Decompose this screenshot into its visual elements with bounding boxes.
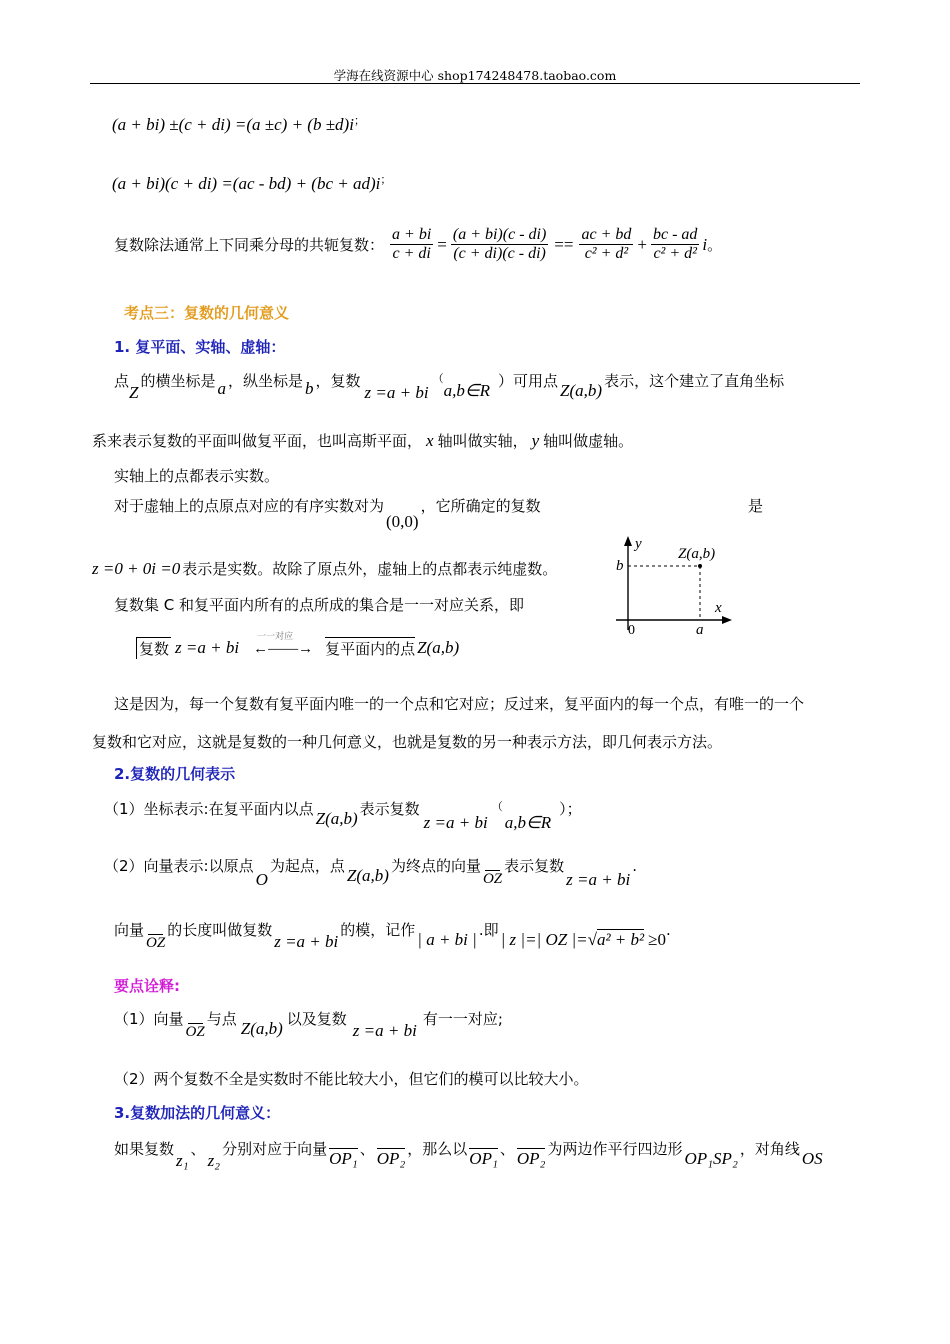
div-tail: i — [702, 234, 708, 254]
graph-a-label: a — [696, 622, 704, 638]
point-z — [698, 564, 702, 568]
formula-addsub-text: (a + bi) ±(c + di) =(a ±c) + (b ±d)i — [112, 115, 354, 134]
div-frac-2: $\frac{(a + bi)(c - di)}{(c + di)(c - di)}$ — [452, 226, 547, 262]
graph-b-label: b — [616, 558, 624, 574]
graph-origin-label: 0 — [628, 623, 635, 638]
graph-point-label: Z(a,b) — [678, 546, 716, 562]
corr-z: z =a + bi — [175, 638, 240, 657]
x-axis-arrow-icon — [722, 616, 732, 624]
notes-title: 要点诠释: — [114, 977, 180, 995]
correspondence — [136, 631, 460, 659]
para-4-line: 对于虚轴上的点原点对应的有序实数对为(0,0)，它所确定的复数 — [114, 497, 541, 531]
section-title-kd3: 考点三：复数的几何意义 — [124, 304, 290, 322]
corr-box-complex: 复数 — [136, 637, 171, 659]
para-4-end: 是 — [748, 497, 764, 515]
modulus-line: 向量 OZ的长度叫做复数z =a + bi的模，记作 | a + bi | .即 | z |=| OZ |=√a² + b² ≥0. — [114, 921, 671, 951]
corr-arrow: 一一对应 ←——→ — [253, 631, 314, 657]
formula-addsub-end: ； — [353, 114, 365, 127]
complex-plane-graph — [600, 530, 750, 650]
para-2-line: 系来表示复数的平面叫做复平面，也叫高斯平面， x 轴叫做实轴， y 轴叫做虚轴。 — [92, 431, 634, 450]
div-frac-4: $\frac{bc - ad}{\text{c² + d²}}$ — [652, 226, 698, 262]
note-2-line: （2）两个复数不全是实数时不能比较大小，但它们的模可以比较大小。 — [114, 1070, 589, 1088]
para-1-line: 点Z的横坐标是 a ，纵坐标是 b ，复数z =a + bi（a,b∈R ）可用点 Z(a,b) 表示，这个建立了直角坐标 — [114, 372, 785, 402]
div-intro: 复数除法通常上下同乘分母的共轭复数： — [114, 236, 385, 254]
para-3-line: 实轴上的点都表示实数。 — [114, 467, 280, 485]
div-end: 。 — [707, 236, 723, 254]
y-axis-arrow-icon — [624, 536, 632, 546]
graph-y-label: y — [635, 536, 642, 552]
corr-box-point: 复平面内的点 — [325, 637, 415, 659]
graph-x-label: x — [715, 600, 722, 616]
para-5-line: z =0 + 0i =0 表示是实数。故除了原点外，虚轴上的点都表示纯虚数。 — [92, 559, 558, 578]
subheading-3: 3.复数加法的几何意义： — [114, 1104, 281, 1122]
formula-addsub — [112, 112, 365, 135]
note-1-line: （1）向量 OZ与点 Z(a,b) 以及复数z =a + bi有一一对应; — [114, 1010, 503, 1040]
formula-mult — [112, 171, 391, 194]
para-8-line: 复数和它对应，这就是复数的一种几何意义，也就是复数的另一种表示方法，即几何表示方法。 — [92, 733, 723, 751]
formula-mult-text: (a + bi)(c + di) =(ac - bd) + (bc + ad)i — [112, 174, 381, 193]
div-frac-3: $\frac{ac + bd}{\text{c² + d²}}$ — [581, 226, 632, 262]
formula-mult-end: ； — [380, 173, 392, 186]
corr-point: Z(a,b) — [417, 638, 460, 657]
div-frac-1: $\frac{a + bi}{c + di}$ — [392, 226, 432, 262]
para-6-line: 复数集 C 和复平面内所有的点所成的集合是一一对应关系，即 — [114, 596, 525, 614]
coord-repr-line: （1）坐标表示:在复平面内以点 Z(a,b) 表示复数z =a + bi（a,b∈R）； — [104, 800, 582, 832]
vector-repr-line: （2）向量表示:以原点O为起点，点 Z(a,b) 为终点的向量 OZ表示复数z =a + bi. — [104, 857, 637, 889]
addition-line: 如果复数z₁、z₂分别对应于向量 OP₁ 、 OP₂ ，那么以 OP₁ 、 OP₂ 为两边作平行四边形 OP₁SP₂ ，对角线 OS — [114, 1140, 823, 1170]
subheading-2: 2.复数的几何表示 — [114, 765, 236, 783]
page-header: 学海在线资源中心 shop174248478.taobao.com — [333, 68, 617, 83]
subheading-1: 1. 复平面、实轴、虚轴： — [114, 338, 286, 356]
header-rule — [90, 83, 860, 84]
formula-div: 复数除法通常上下同乘分母的共轭复数： $\frac{a + bi}{c + di}$ = $\frac{(a + bi)(c - di)}{(c + di)(c - di)}$ == $\frac{ac + bd}{\text{c² + d²}}$ + $\frac{bc - ad}{\text{c² + d²}}$ i 。 — [114, 226, 723, 262]
para-7-line: 这是因为，每一个复数有复平面内唯一的一个点和它对应；反过来，复平面内的每一个点，有唯一的一个 — [114, 695, 805, 713]
